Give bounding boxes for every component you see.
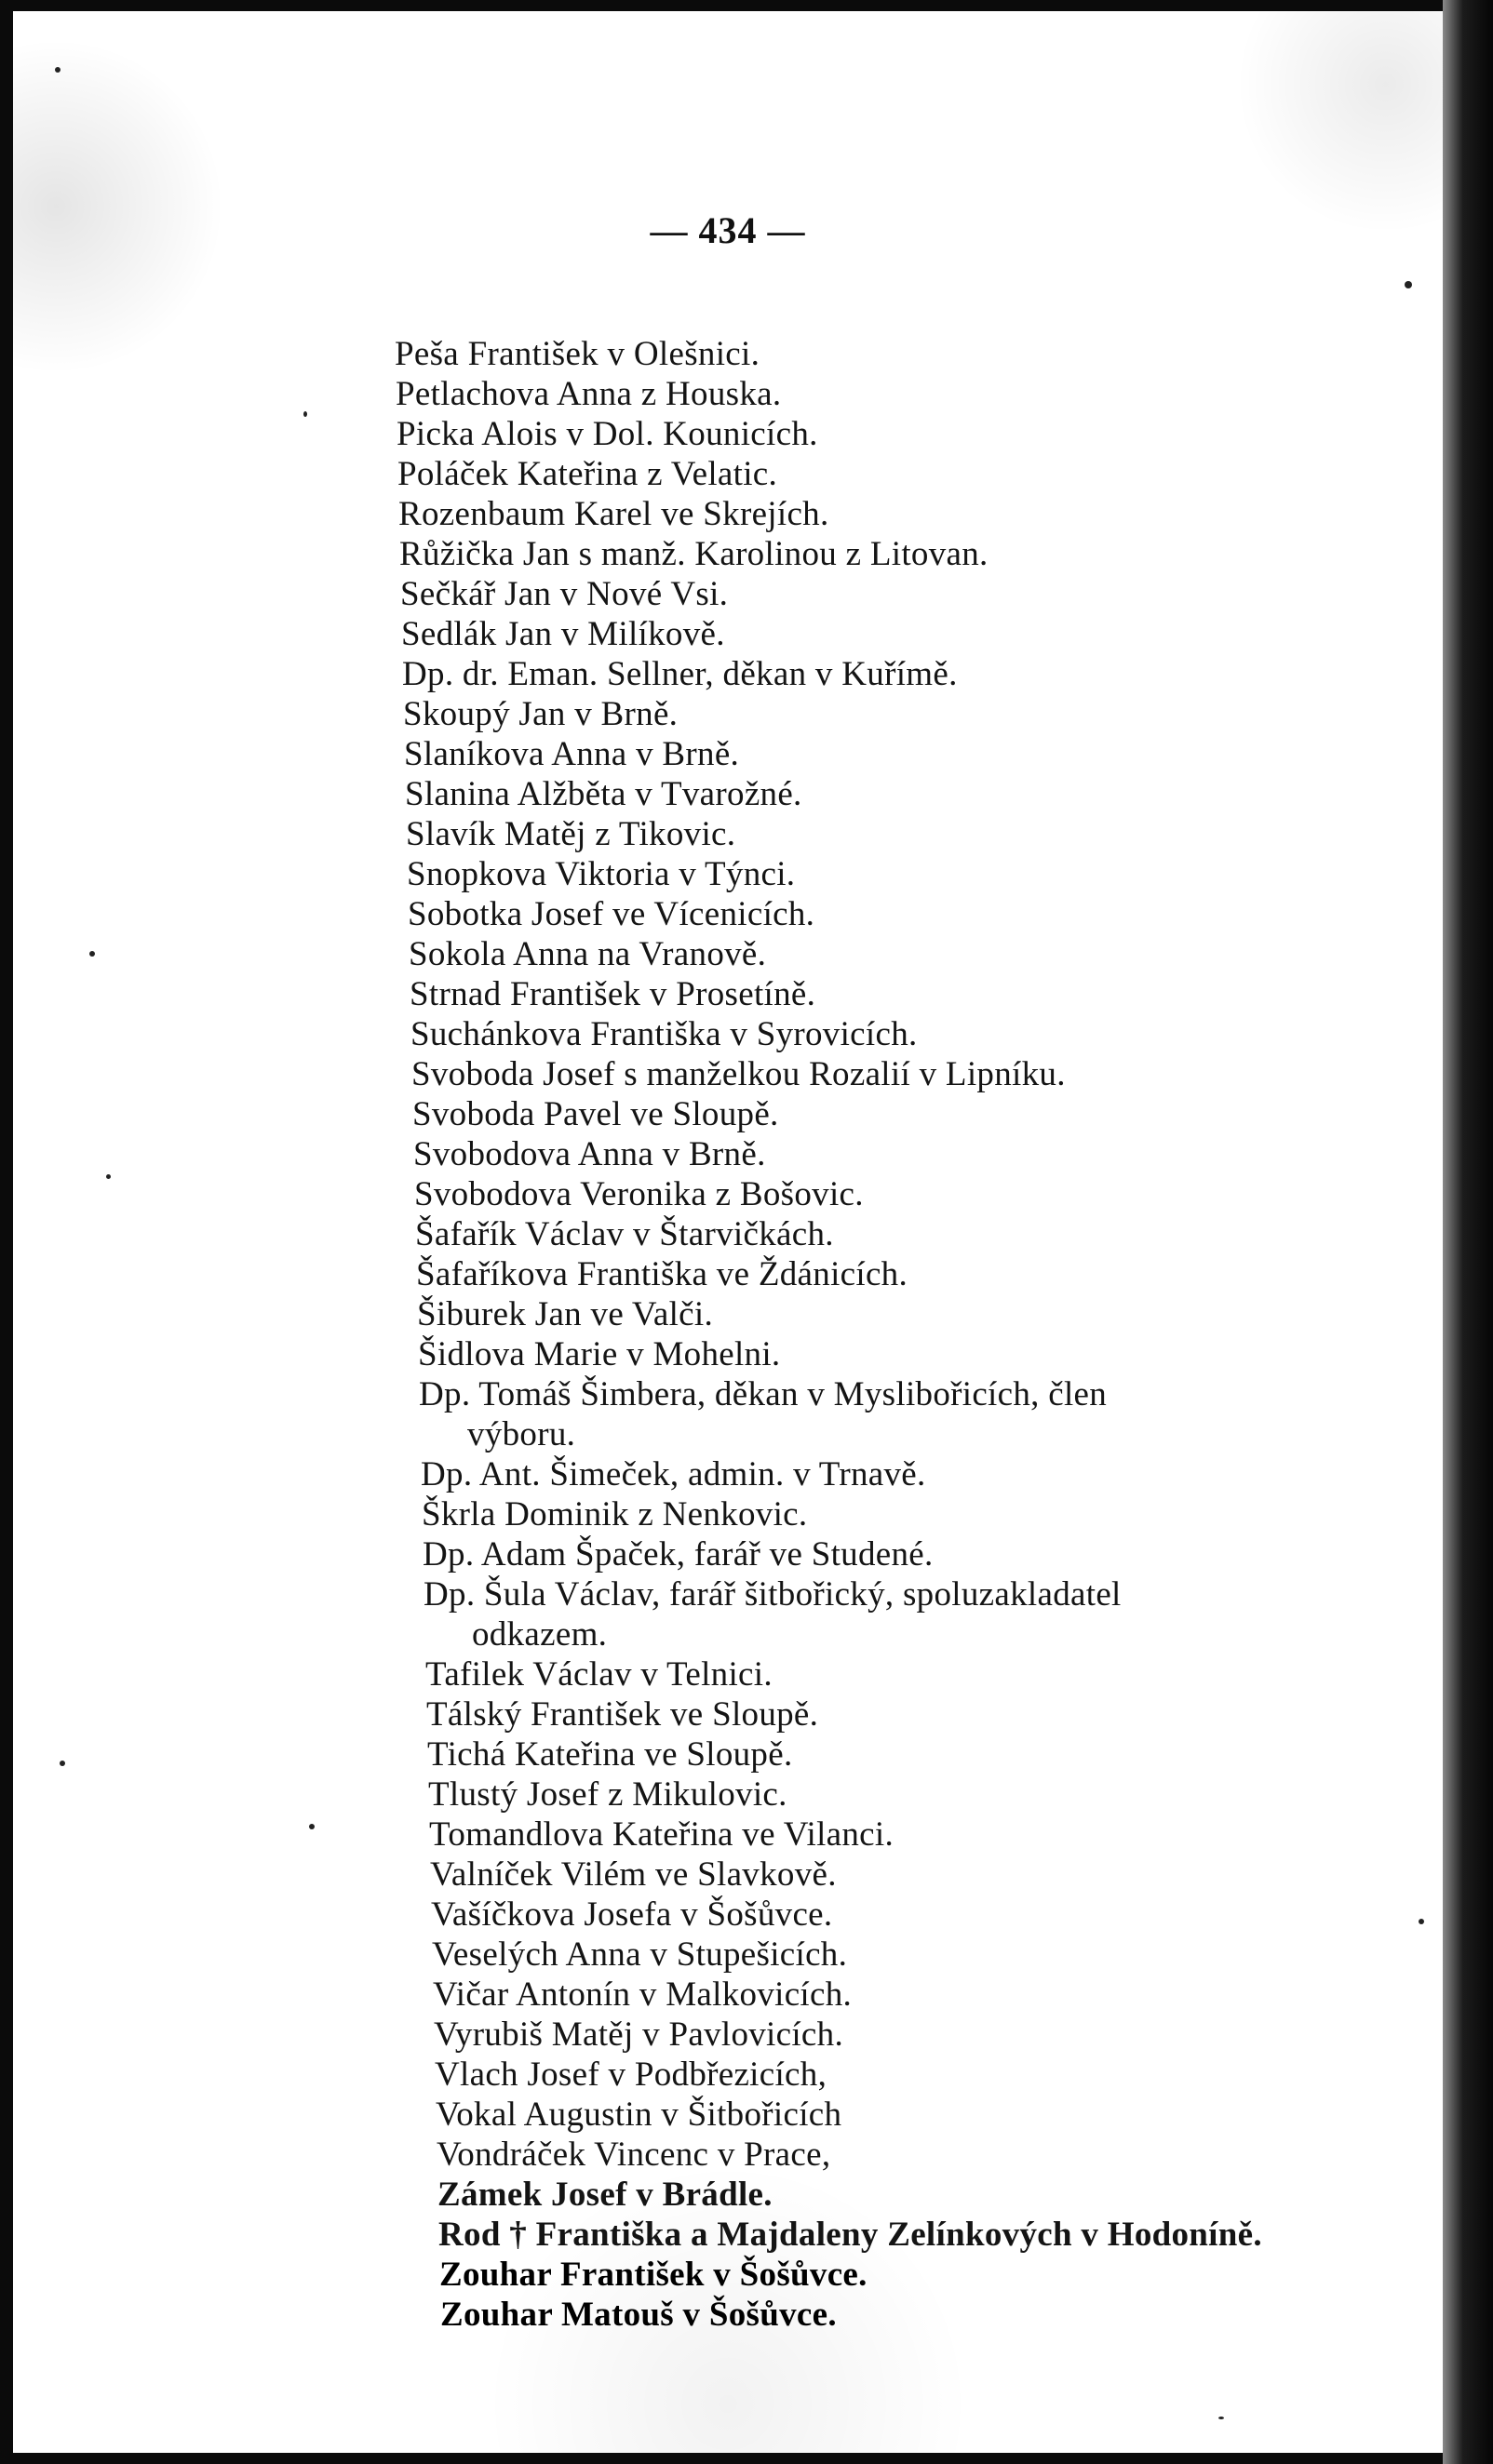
paper-speck (1405, 281, 1412, 288)
list-entry: Vondráček Vincenc v Prace, (437, 2136, 831, 2174)
list-entry: Slavík Matěj z Tikovic. (406, 815, 736, 853)
list-entry: Slaníkova Anna v Brně. (404, 735, 740, 773)
list-entry: Šidlova Marie v Mohelni. (418, 1335, 781, 1373)
list-entry: Petlachova Anna z Houska. (396, 375, 782, 413)
list-entry: Poláček Kateřina z Velatic. (397, 455, 778, 493)
page-number: — 434 — (650, 209, 806, 251)
list-entry: Sobotka Josef ve Vícenicích. (408, 895, 815, 933)
page-right-edge-shadow (1443, 0, 1493, 2464)
list-entry: Suchánkova Františka v Syrovicích. (410, 1015, 918, 1053)
list-entry: Dp. dr. Eman. Sellner, děkan v Kuřímě. (402, 655, 958, 693)
list-entry: Tafilek Václav v Telnici. (425, 1655, 773, 1694)
list-entry: Dp. Tomáš Šimbera, děkan v Myslibořicích, člen (419, 1375, 1108, 1413)
list-entry: Svoboda Josef s manželkou Rozalií v Lipníku. (411, 1055, 1066, 1093)
paper-speck (106, 1174, 111, 1179)
list-entry: Zámek Josef v Brádle. (437, 2176, 773, 2214)
list-entry: Růžička Jan s manž. Karolinou z Litovan. (399, 535, 989, 573)
list-entry-continuation: výboru. (467, 1415, 576, 1453)
list-entry: Skoupý Jan v Brně. (403, 695, 679, 733)
paper-speck (1218, 2417, 1224, 2419)
list-entry: Zouhar František v Šošůvce. (439, 2256, 868, 2294)
list-entry: Tlustý Josef z Mikulovic. (428, 1775, 787, 1814)
list-entry: Picka Alois v Dol. Kounicích. (397, 415, 818, 453)
list-entry: Tálský František ve Sloupě. (426, 1695, 819, 1734)
list-entry: Svoboda Pavel ve Sloupě. (412, 1095, 779, 1133)
list-entry: Sedlák Jan v Milíkově. (401, 615, 725, 653)
list-entry-continuation: odkazem. (472, 1615, 608, 1654)
list-entry: Šafařík Václav v Štarvičkách. (415, 1215, 834, 1253)
paper-speck (303, 411, 307, 417)
list-entry: Sečkář Jan v Nové Vsi. (400, 575, 729, 613)
paper-speck (89, 951, 95, 957)
list-entry: Rozenbaum Karel ve Skrejích. (398, 495, 829, 533)
list-entry: Šafaříkova Františka ve Ždánicích. (416, 1255, 908, 1293)
list-entry: Sokola Anna na Vranově. (409, 935, 767, 973)
list-entry: Vičar Antonín v Malkovicích. (433, 1975, 853, 2014)
list-entry: Peša František v Olešnici. (395, 335, 760, 373)
list-entry: Zouhar Matouš v Šošůvce. (440, 2296, 837, 2334)
list-entry: Vokal Augustin v Šitbořicích (436, 2096, 842, 2134)
list-entry: Svobodova Veronika z Bošovic. (414, 1175, 864, 1213)
list-entry: Vlach Josef v Podbřezicích, (435, 2056, 827, 2094)
list-entry: Vyrubiš Matěj v Pavlovicích. (434, 2015, 844, 2054)
list-entry: Snopkova Viktoria v Týnci. (407, 855, 796, 893)
list-entry: Vašíčkova Josefa v Šošůvce. (431, 1895, 833, 1934)
paper-speck (60, 1761, 65, 1766)
list-entry: Svobodova Anna v Brně. (413, 1135, 766, 1173)
list-entry: Strnad František v Prosetíně. (410, 975, 816, 1013)
book-page (13, 11, 1443, 2453)
list-entry: Škrla Dominik z Nenkovic. (422, 1495, 808, 1533)
paper-speck (55, 67, 61, 73)
list-entry: Dp. Ant. Šimeček, admin. v Trnavě. (421, 1455, 926, 1493)
list-entry: Tichá Kateřina ve Sloupě. (427, 1735, 793, 1774)
paper-speck (309, 1824, 315, 1829)
list-entry: Šiburek Jan ve Valči. (417, 1295, 713, 1333)
list-entry: Slanina Alžběta v Tvarožné. (405, 775, 802, 813)
list-entry: Veselých Anna v Stupešicích. (432, 1935, 848, 1974)
paper-speck (1419, 1919, 1424, 1924)
list-entry: Dp. Šula Václav, farář šitbořický, spoluzakladatel (424, 1575, 1122, 1614)
list-entry: Tomandlova Kateřina ve Vilanci. (429, 1815, 894, 1854)
list-entry: Dp. Adam Špaček, farář ve Studené. (423, 1535, 934, 1573)
list-entry: Rod † Františka a Majdaleny Zelínkových v Hodoníně. (438, 2216, 1262, 2254)
list-entry: Valníček Vilém ve Slavkově. (430, 1855, 837, 1894)
